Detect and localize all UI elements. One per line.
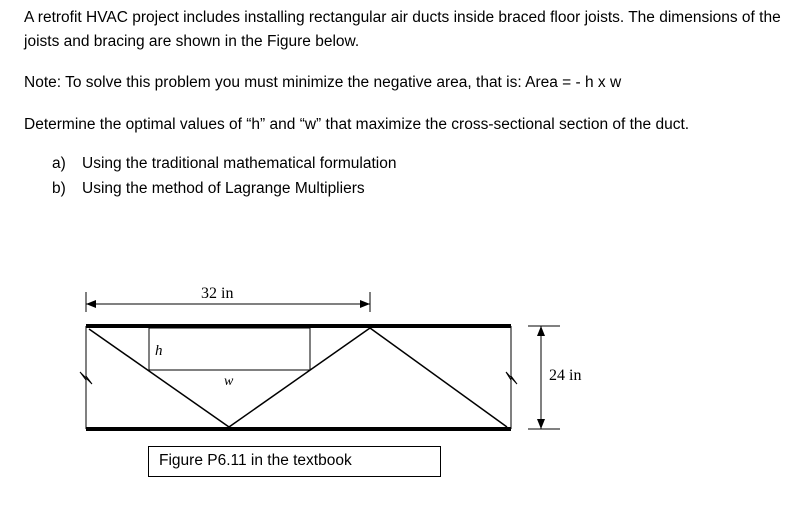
height-dimension-label: 24 in (549, 367, 582, 384)
dim-32-arrow-right (360, 300, 370, 308)
duct-rectangle (149, 328, 310, 370)
problem-intro: A retrofit HVAC project includes installing rectangular air ducts inside braced floor joists. The dimensions of the joists and bracing are shown in the Figure below. (24, 9, 781, 50)
list-marker: a) (52, 155, 66, 172)
h-label: h (155, 343, 163, 359)
list-text: Using the traditional mathematical formulation (82, 155, 397, 172)
dim-32-arrow-left (86, 300, 96, 308)
problem-note: Note: To solve this problem you must minimize the negative area, that is: Area = - h x w (24, 74, 622, 91)
problem-task: Determine the optimal values of “h” and “w” that maximize the cross-sectional section of the duct. (24, 116, 690, 133)
right-break-line (506, 326, 517, 429)
width-dimension-label: 32 in (201, 285, 234, 302)
dim-24-arrow-top (537, 326, 545, 336)
brace-right (370, 328, 507, 427)
left-break-line (80, 326, 92, 429)
dim-24-arrow-bottom (537, 419, 545, 429)
figure-caption: Figure P6.11 in the textbook (159, 452, 352, 469)
w-label: w (224, 374, 234, 389)
list-marker: b) (52, 180, 66, 197)
list-text: Using the method of Lagrange Multipliers (82, 180, 365, 197)
figure-caption-box (148, 446, 441, 477)
brace-center (229, 328, 370, 427)
